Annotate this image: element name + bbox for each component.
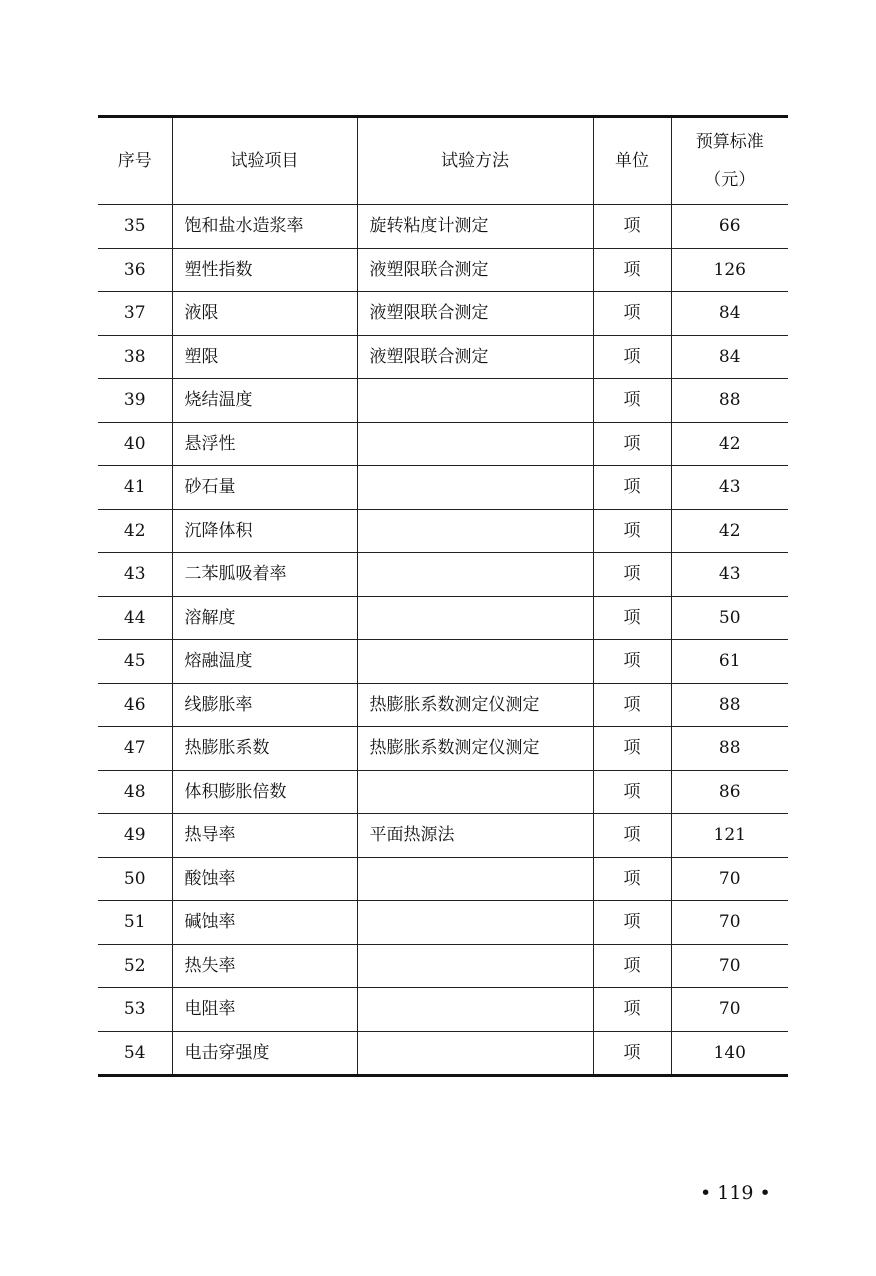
cell-unit: 项 xyxy=(593,379,671,423)
header-row xyxy=(98,117,788,205)
cell-item: 电击穿强度 xyxy=(172,1031,357,1076)
header-price-title: 预算标准 xyxy=(695,132,764,152)
table-row xyxy=(98,944,788,988)
cell-price: 61 xyxy=(671,640,788,684)
header-price-unit: （元） xyxy=(704,170,756,190)
table-row xyxy=(98,901,788,945)
cell-price: 86 xyxy=(671,770,788,814)
cell-price: 121 xyxy=(671,814,788,858)
cell-price: 88 xyxy=(671,727,788,771)
cell-item: 溶解度 xyxy=(172,596,357,640)
cell-item: 体积膨胀倍数 xyxy=(172,770,357,814)
cell-item: 酸蚀率 xyxy=(172,857,357,901)
cell-no: 35 xyxy=(98,205,172,249)
cell-no: 53 xyxy=(98,988,172,1032)
cell-method: 热膨胀系数测定仪测定 xyxy=(357,727,593,771)
header-unit: 单位 xyxy=(593,117,671,205)
cell-price: 126 xyxy=(671,248,788,292)
cell-unit: 项 xyxy=(593,857,671,901)
cell-no: 54 xyxy=(98,1031,172,1076)
cell-no: 51 xyxy=(98,901,172,945)
cell-no: 52 xyxy=(98,944,172,988)
table-row xyxy=(98,553,788,597)
cell-no: 36 xyxy=(98,248,172,292)
cell-method xyxy=(357,901,593,945)
cell-item: 热导率 xyxy=(172,814,357,858)
cell-no: 47 xyxy=(98,727,172,771)
cell-item: 悬浮性 xyxy=(172,422,357,466)
cell-price: 88 xyxy=(671,683,788,727)
cell-price: 70 xyxy=(671,857,788,901)
table-row xyxy=(98,379,788,423)
cell-unit: 项 xyxy=(593,1031,671,1076)
cell-item: 熔融温度 xyxy=(172,640,357,684)
cell-method xyxy=(357,988,593,1032)
cell-price: 84 xyxy=(671,292,788,336)
cell-no: 37 xyxy=(98,292,172,336)
cell-no: 50 xyxy=(98,857,172,901)
cell-unit: 项 xyxy=(593,422,671,466)
cell-unit: 项 xyxy=(593,292,671,336)
price-table xyxy=(98,115,788,1077)
cell-price: 43 xyxy=(671,466,788,510)
cell-unit: 项 xyxy=(593,248,671,292)
cell-price: 42 xyxy=(671,422,788,466)
cell-no: 48 xyxy=(98,770,172,814)
table-row xyxy=(98,683,788,727)
table-row xyxy=(98,466,788,510)
cell-no: 39 xyxy=(98,379,172,423)
cell-price: 88 xyxy=(671,379,788,423)
cell-unit: 项 xyxy=(593,205,671,249)
cell-no: 45 xyxy=(98,640,172,684)
cell-price: 84 xyxy=(671,335,788,379)
table-row xyxy=(98,292,788,336)
cell-no: 46 xyxy=(98,683,172,727)
cell-unit: 项 xyxy=(593,988,671,1032)
table-row xyxy=(98,770,788,814)
cell-item: 砂石量 xyxy=(172,466,357,510)
table-row xyxy=(98,422,788,466)
cell-method xyxy=(357,596,593,640)
table-row xyxy=(98,1031,788,1076)
cell-no: 38 xyxy=(98,335,172,379)
cell-item: 电阻率 xyxy=(172,988,357,1032)
cell-price: 66 xyxy=(671,205,788,249)
cell-unit: 项 xyxy=(593,466,671,510)
cell-price: 70 xyxy=(671,901,788,945)
cell-item: 液限 xyxy=(172,292,357,336)
cell-price: 42 xyxy=(671,509,788,553)
cell-price: 70 xyxy=(671,988,788,1032)
cell-method xyxy=(357,857,593,901)
cell-item: 热膨胀系数 xyxy=(172,727,357,771)
cell-method: 平面热源法 xyxy=(357,814,593,858)
cell-item: 碱蚀率 xyxy=(172,901,357,945)
cell-unit: 项 xyxy=(593,901,671,945)
cell-unit: 项 xyxy=(593,509,671,553)
cell-unit: 项 xyxy=(593,640,671,684)
cell-price: 50 xyxy=(671,596,788,640)
cell-unit: 项 xyxy=(593,944,671,988)
cell-method xyxy=(357,944,593,988)
cell-method: 液塑限联合测定 xyxy=(357,335,593,379)
cell-method xyxy=(357,422,593,466)
table-row xyxy=(98,857,788,901)
header-price xyxy=(671,117,788,205)
cell-price: 43 xyxy=(671,553,788,597)
cell-no: 42 xyxy=(98,509,172,553)
cell-no: 44 xyxy=(98,596,172,640)
cell-item: 沉降体积 xyxy=(172,509,357,553)
table-row xyxy=(98,248,788,292)
cell-price: 140 xyxy=(671,1031,788,1076)
cell-item: 线膨胀率 xyxy=(172,683,357,727)
cell-method xyxy=(357,379,593,423)
cell-unit: 项 xyxy=(593,335,671,379)
table-row xyxy=(98,814,788,858)
cell-method xyxy=(357,466,593,510)
cell-unit: 项 xyxy=(593,683,671,727)
table-row xyxy=(98,509,788,553)
cell-method xyxy=(357,640,593,684)
header-item: 试验项目 xyxy=(172,117,357,205)
page-number: • 119 • xyxy=(700,1182,771,1204)
cell-method: 热膨胀系数测定仪测定 xyxy=(357,683,593,727)
cell-unit: 项 xyxy=(593,596,671,640)
cell-item: 热失率 xyxy=(172,944,357,988)
header-method: 试验方法 xyxy=(357,117,593,205)
cell-unit: 项 xyxy=(593,553,671,597)
cell-no: 41 xyxy=(98,466,172,510)
cell-method xyxy=(357,509,593,553)
table-row xyxy=(98,335,788,379)
table-row xyxy=(98,988,788,1032)
cell-no: 49 xyxy=(98,814,172,858)
cell-item: 烧结温度 xyxy=(172,379,357,423)
cell-method: 液塑限联合测定 xyxy=(357,248,593,292)
table-body xyxy=(98,205,788,1076)
cell-method xyxy=(357,770,593,814)
cell-method: 液塑限联合测定 xyxy=(357,292,593,336)
table-row xyxy=(98,640,788,684)
cell-method: 旋转粘度计测定 xyxy=(357,205,593,249)
cell-unit: 项 xyxy=(593,770,671,814)
cell-price: 70 xyxy=(671,944,788,988)
table-row xyxy=(98,727,788,771)
cell-unit: 项 xyxy=(593,727,671,771)
cell-item: 二苯胍吸着率 xyxy=(172,553,357,597)
cell-no: 43 xyxy=(98,553,172,597)
cell-no: 40 xyxy=(98,422,172,466)
cell-item: 塑性指数 xyxy=(172,248,357,292)
header-no: 序号 xyxy=(98,117,172,205)
table-row xyxy=(98,205,788,249)
cell-item: 塑限 xyxy=(172,335,357,379)
table-row xyxy=(98,596,788,640)
cell-method xyxy=(357,1031,593,1076)
cell-item: 饱和盐水造浆率 xyxy=(172,205,357,249)
cell-unit: 项 xyxy=(593,814,671,858)
cell-method xyxy=(357,553,593,597)
